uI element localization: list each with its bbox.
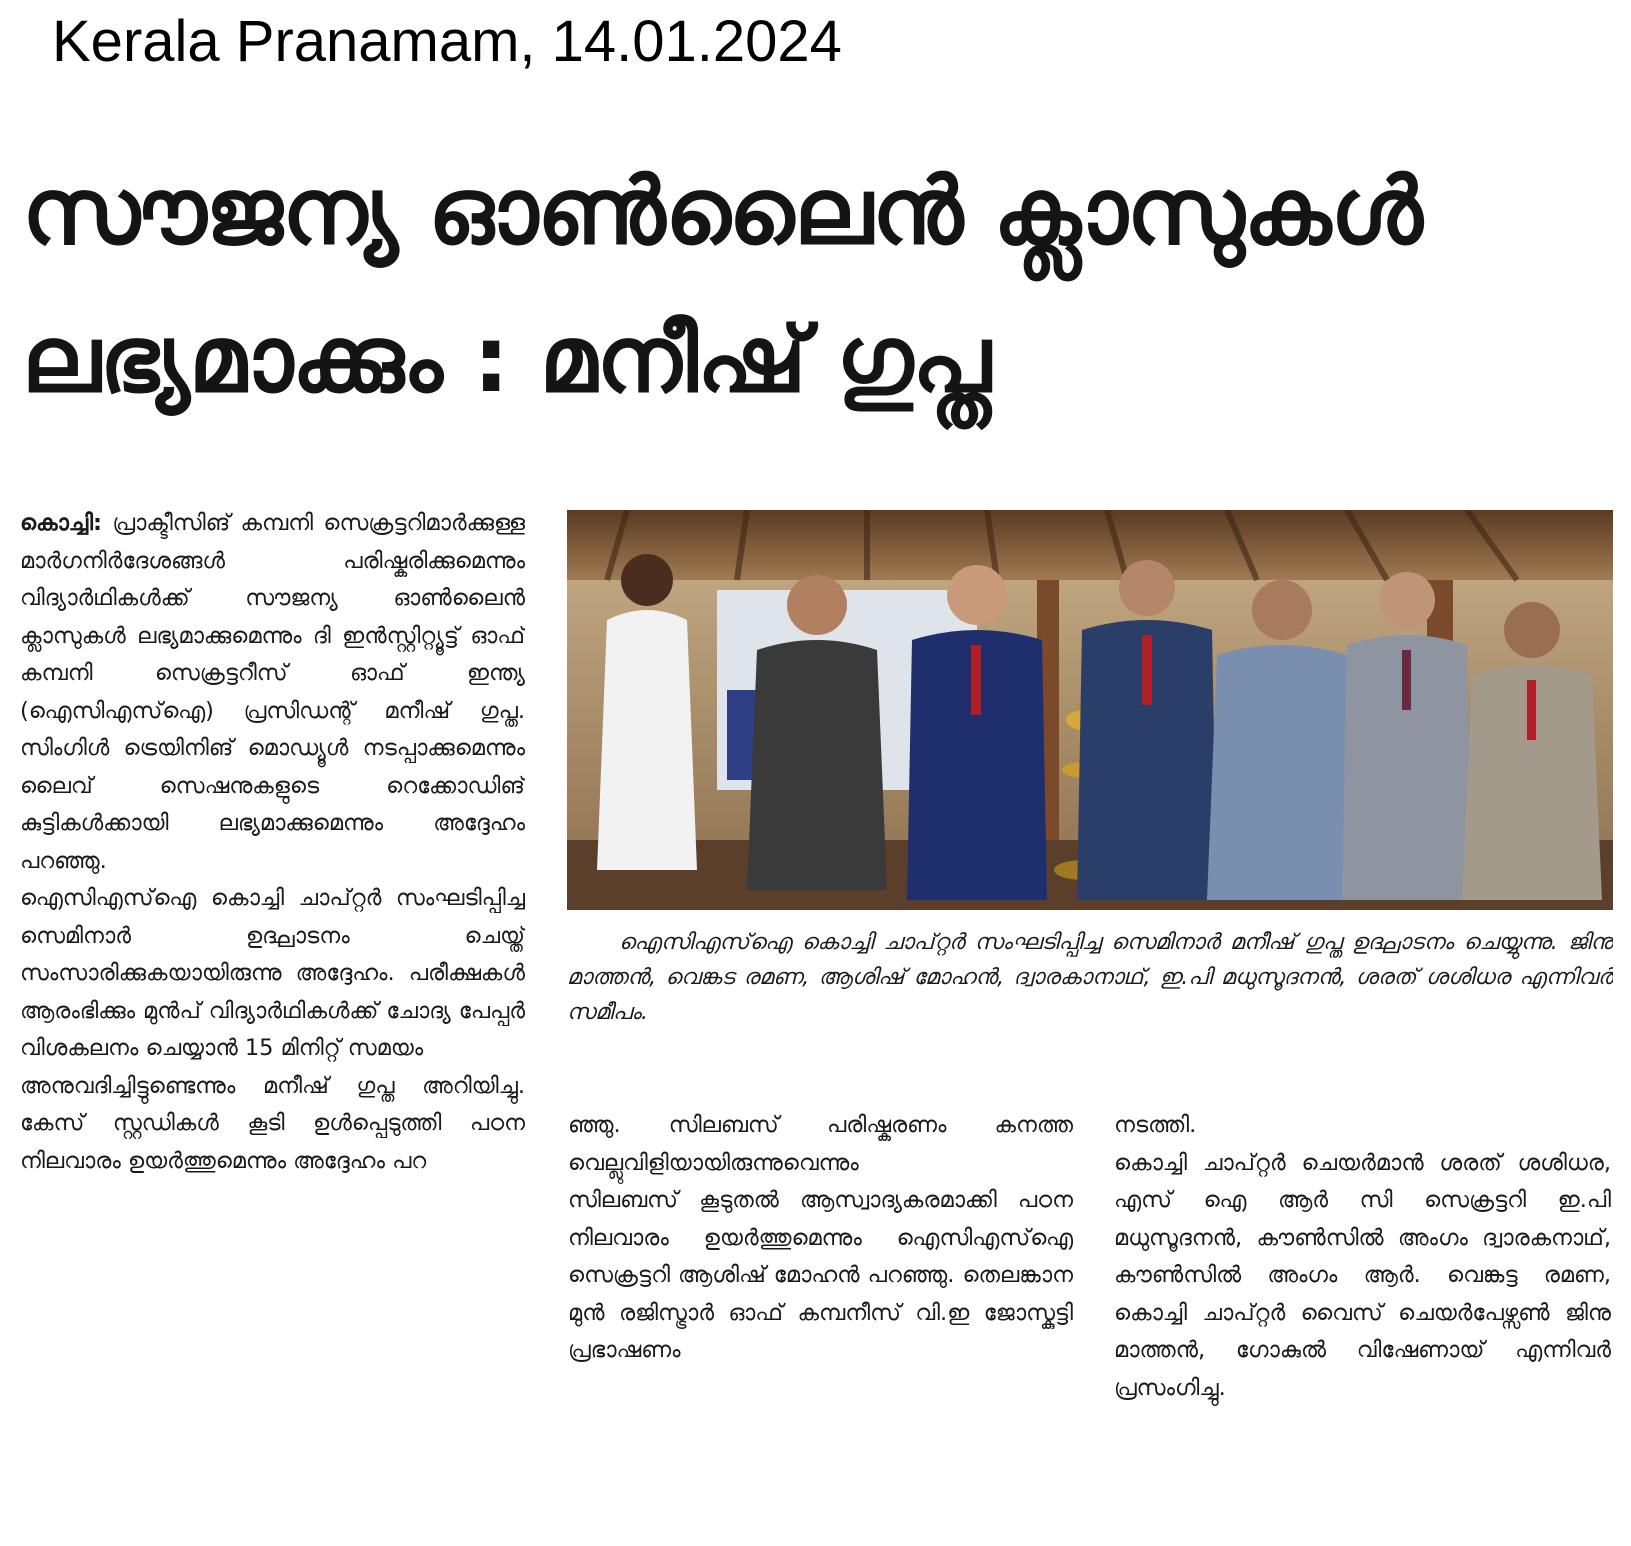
article-column-1 [20, 505, 525, 1520]
article-paragraph: സിലബസ് കൂടുതൽ ആസ്വാദ്യകരമാക്കി പഠന നിലവാരം ഉയർത്തുമെന്നും ഐസിഎസ്ഐ സെക്രട്ടറി ആശിഷ് മോഹൻ പറഞ്ഞു. തെലങ്കാന മുൻ രജിസ്ട്രാർ ഓഫ് കമ്പനീസ് വി.ഇ ജോസ്കുട്ടി പ്രഭാഷണം [568, 1187, 1073, 1363]
dateline: കൊച്ചി: [20, 510, 103, 536]
photo-illustration [567, 510, 1613, 910]
article-paragraph: നടത്തി. [1114, 1112, 1197, 1138]
headline-line-1: സൗജന്യ ഓൺലൈൻ ക്ലാസുകൾ [22, 158, 1422, 265]
paragraph-text: പ്രാക്ടീസിങ് കമ്പനി സെക്രട്ടറിമാർക്കുള്ള മാർഗനിർദേശങ്ങൾ പരിഷ്കരിക്കുമെന്നും വിദ്യാർഥികൾക്ക് സൗജന്യ ഓൺലൈൻ ക്ലാസുകൾ ലഭ്യമാക്കുമെന്നും ദി ഇൻസ്റ്റിറ്റ്യൂട്ട് ഓഫ് കമ്പനി സെക്രട്ടറീസ് ഓഫ് ഇന്ത്യ (ഐസിഎസ്ഐ) പ്രസിഡന്റ് മനീഷ് ഗുപ്ത. സിംഗിൾ ട്രെയിനിങ് മൊഡ്യൂൾ നടപ്പാക്കുമെന്നും ലൈവ് സെഷനുകളുടെ റെക്കോഡിങ് കുട്ടികൾക്കായി ലഭ്യമാക്കുമെന്നും അദ്ദേഹം പറഞ്ഞു. [20, 510, 525, 874]
article-paragraph: അനുവദിച്ചിട്ടുണ്ടെന്നും മനീഷ് ഗുപ്ത അറിയിച്ചു. കേസ് സ്റ്റഡികൾ കൂടി ഉൾപ്പെടുത്തി പഠന നിലവാരം ഉയർത്തുമെന്നും അദ്ദേഹം പറ [20, 1072, 525, 1174]
article-paragraph: ഞ്ഞു. സിലബസ് പരിഷ്കരണം കനത്ത വെല്ലുവിളിയായിരുന്നുവെന്നും [568, 1112, 1073, 1176]
article-column-2 [568, 1107, 1073, 1520]
photo-caption: ഐസിഎസ്ഐ കൊച്ചി ചാപ്റ്റർ സംഘടിപ്പിച്ച സെമിനാർ മനീഷ് ഗുപ്ത ഉദ്ഘാടനം ചെയ്യുന്നു. ജിനു മാത്തൻ, വെങ്കട രമണ, ആശിഷ് മോഹൻ, ദ്വാരകാനാഥ്, ഇ.പി മധുസൂദനൻ, ശരത് ശശിധര എന്നിവർ സമീപം. [567, 930, 1613, 1025]
news-photo [567, 510, 1613, 910]
headline [22, 138, 1612, 434]
source-line: Kerala Pranamam, 14.01.2024 [52, 9, 842, 74]
headline-line-2: ലഭ്യമാക്കും : മനീഷ് ഗുപ്ത [22, 306, 990, 413]
article-paragraph [20, 505, 525, 880]
article-column-3 [1114, 1107, 1611, 1520]
article-paragraph: കൊച്ചി ചാപ്റ്റർ ചെയർമാൻ ശരത് ശശിധര, എസ് ഐ ആർ സി സെക്രട്ടറി ഇ.പി മധുസൂദനൻ, കൗൺസിൽ അംഗം ദ്വാരകനാഥ്, കൗൺസിൽ അംഗം ആർ. വെങ്കട്ട രമണ, കൊച്ചി ചാപ്റ്റർ വൈസ് ചെയർപേഴ്സൺ ജിനു മാത്തൻ, ഗോകുൽ വിഷേണായ് എന്നിവർ പ്രസംഗിച്ചു. [1114, 1149, 1611, 1401]
article-paragraph: ഐസിഎസ്ഐ കൊച്ചി ചാപ്റ്റർ സംഘടിപ്പിച്ച സെമിനാർ ഉദ്ഘാടനം ചെയ്ത് സംസാരിക്കുകയായിരുന്നു അദ്ദേഹം. പരീക്ഷകൾ ആരംഭിക്കും മുൻപ് വിദ്യാർഥികൾക്ക് ചോദ്യ പേപ്പർ വിശകലനം ചെയ്യാൻ 15 മിനിറ്റ് സമയം [20, 885, 525, 1061]
